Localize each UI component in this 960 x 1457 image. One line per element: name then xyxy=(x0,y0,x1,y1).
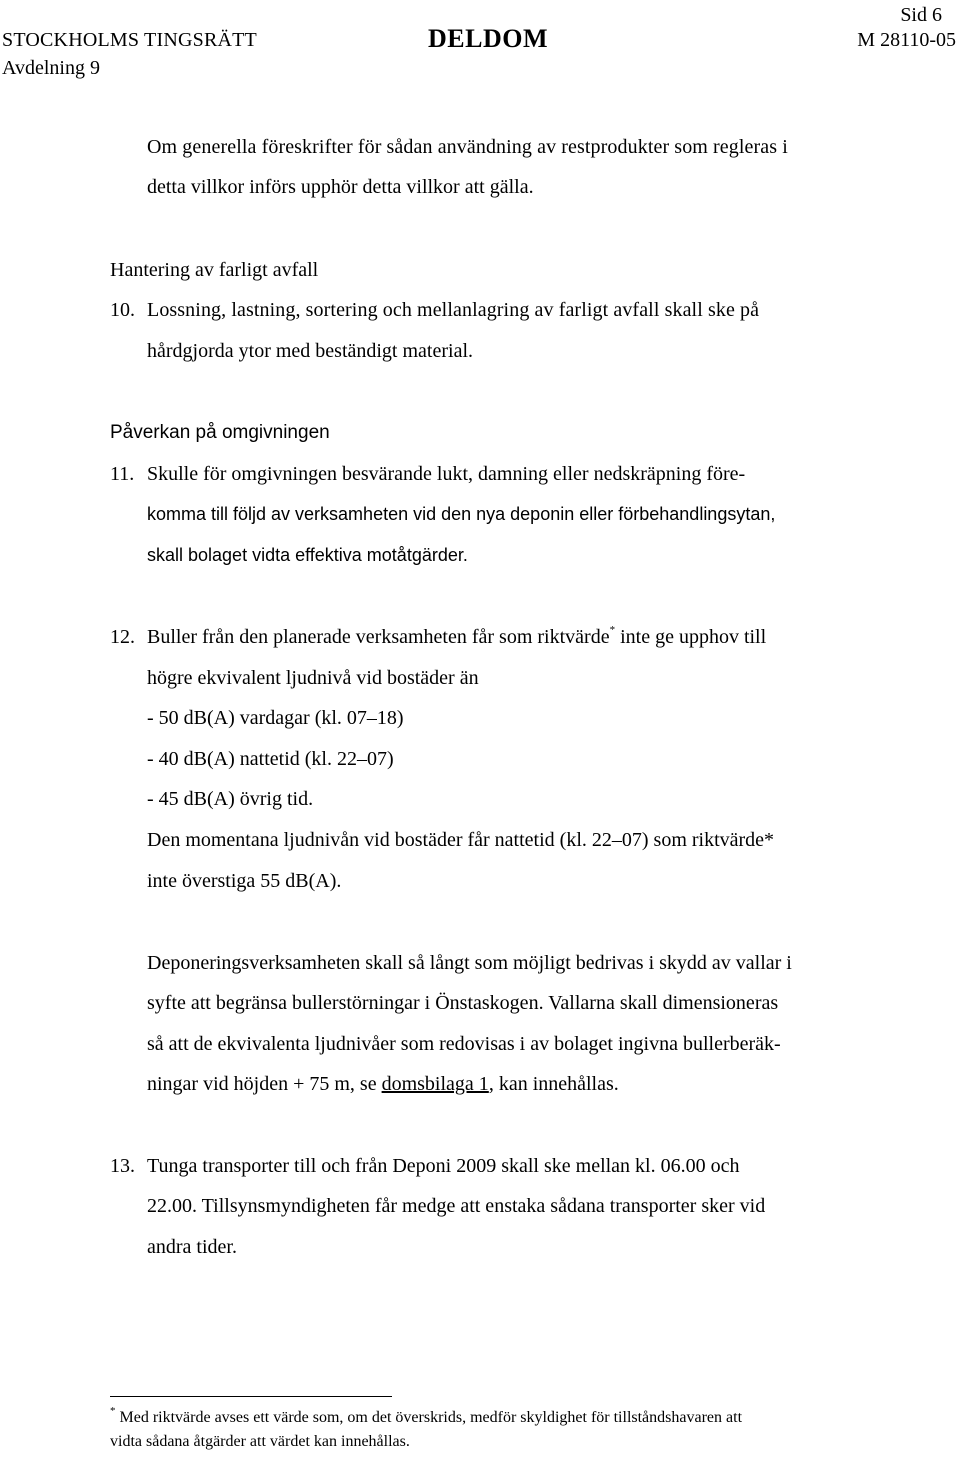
section-heading: Påverkan på omgivningen xyxy=(110,422,330,443)
list-item: - 50 dB(A) vardagar (kl. 07–18) xyxy=(147,707,404,729)
item-text-part: Buller från den planerade verksamheten får som riktvärde xyxy=(147,626,610,648)
item-text: skall bolaget vidta effektiva motåtgärder. xyxy=(147,545,468,565)
item-number: 11. xyxy=(110,463,135,485)
footnote-line: vidta sådana åtgärder att värdet kan innehållas. xyxy=(110,1433,410,1450)
appendix-reference: domsbilaga 1 xyxy=(381,1073,489,1095)
item-number: 10. xyxy=(110,299,135,321)
item-number: 13. xyxy=(110,1155,135,1177)
footnote-ref: * xyxy=(609,624,616,637)
list-item: - 45 dB(A) övrig tid. xyxy=(147,788,314,810)
item-number: 12. xyxy=(110,626,135,648)
footnote-text: Med riktvärde avses ett värde som, om det överskrids, medför skyldighet för tillståndshavaren att xyxy=(115,1409,743,1426)
body-text-part: , kan innehållas. xyxy=(488,1073,619,1095)
footnote-line xyxy=(110,1404,743,1428)
item-text: 22.00. Tillsynsmyndigheten får medge att enstaka sådana transporter sker vid xyxy=(147,1195,766,1217)
item-text: komma till följd av verksamheten vid den nya deponin eller förbehandlingsytan, xyxy=(147,504,776,524)
body-paragraph xyxy=(147,1072,619,1096)
list-item: - 40 dB(A) nattetid (kl. 22–07) xyxy=(147,748,394,770)
section-heading: Hantering av farligt avfall xyxy=(110,259,319,281)
body-paragraph: Deponeringsverksamheten skall så långt som möjligt bedrivas i skydd av vallar i xyxy=(147,952,792,974)
court-name: STOCKHOLMS TINGSRÄTT xyxy=(2,29,257,51)
item-text: andra tider. xyxy=(147,1236,237,1258)
page-number: Sid 6 xyxy=(900,4,942,26)
item-text: inte överstiga 55 dB(A). xyxy=(147,870,342,892)
body-paragraph: så att de ekvivalenta ljudnivåer som redovisas i av bolaget ingivna bullerberäk- xyxy=(147,1033,781,1055)
footnote-divider xyxy=(110,1396,392,1397)
item-text: Den momentana ljudnivån vid bostäder får nattetid (kl. 22–07) som riktvärde* xyxy=(147,829,775,851)
item-text xyxy=(147,625,766,649)
item-text: Lossning, lastning, sortering och mellanlagring av farligt avfall skall ske på xyxy=(147,299,760,321)
item-text: hårdgjorda ytor med beständigt material. xyxy=(147,340,474,362)
division: Avdelning 9 xyxy=(2,57,100,79)
item-text: högre ekvivalent ljudnivå vid bostäder än xyxy=(147,667,479,689)
item-text: Tunga transporter till och från Deponi 2009 skall ske mellan kl. 06.00 och xyxy=(147,1155,740,1177)
item-text: Skulle för omgivningen besvärande lukt, damning eller nedskräpning före- xyxy=(147,463,746,485)
case-number: M 28110-05 xyxy=(857,29,956,51)
item-text-part: inte ge upphov till xyxy=(615,626,767,648)
body-paragraph: Om generella föreskrifter för sådan användning av restprodukter som regleras i xyxy=(147,136,788,158)
document-title: DELDOM xyxy=(428,24,548,53)
footnote-marker: * xyxy=(110,1404,116,1417)
body-text-part: ningar vid höjden + 75 m, se xyxy=(147,1073,382,1095)
body-paragraph: detta villkor införs upphör detta villkor att gälla. xyxy=(147,176,534,198)
body-paragraph: syfte att begränsa bullerstörningar i Önstaskogen. Vallarna skall dimensioneras xyxy=(147,992,779,1014)
